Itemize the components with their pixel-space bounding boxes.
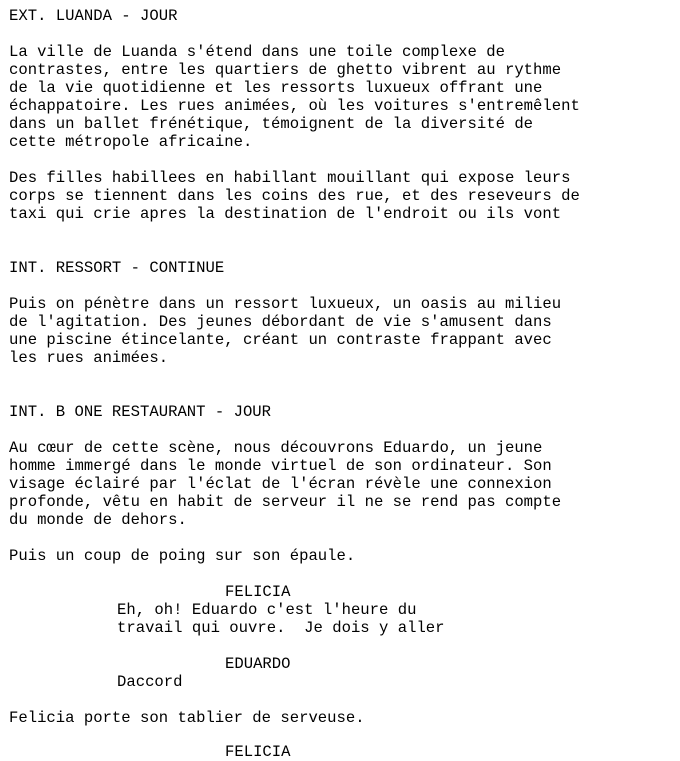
action-line: profonde, vêtu en habit de serveur il ne se rend pas compte (9, 493, 562, 511)
scene-heading: INT. B ONE RESTAURANT - JOUR (9, 403, 272, 421)
character-cue: FELICIA (225, 583, 291, 601)
action-line: corps se tiennent dans les coins des rue, et des reseveurs de (9, 187, 580, 205)
action-line: Puis un coup de poing sur son épaule. (9, 547, 356, 565)
action-line: dans un ballet frénétique, témoignent de la diversité de (9, 115, 534, 133)
action-line: de la vie quotidienne et les ressorts luxueux offrant une (9, 79, 543, 97)
action-line: Felicia porte son tablier de serveuse. (9, 709, 365, 727)
action-line: contrastes, entre les quartiers de ghetto vibrent au rythme (9, 61, 562, 79)
dialogue-line: Daccord (117, 673, 183, 691)
dialogue-line: Eh, oh! Eduardo c'est l'heure du (117, 601, 417, 619)
action-line: Au cœur de cette scène, nous découvrons Eduardo, un jeune (9, 439, 543, 457)
character-cue: EDUARDO (225, 655, 291, 673)
action-line: Puis on pénètre dans un ressort luxueux, un oasis au milieu (9, 295, 562, 313)
action-line: visage éclairé par l'éclat de l'écran révèle une connexion (9, 475, 552, 493)
dialogue-line: travail qui ouvre. Je dois y aller (117, 619, 445, 637)
action-line: de l'agitation. Des jeunes débordant de vie s'amusent dans (9, 313, 552, 331)
scene-heading: EXT. LUANDA - JOUR (9, 7, 178, 25)
action-line: une piscine étincelante, créant un contraste frappant avec (9, 331, 552, 349)
action-line: taxi qui crie apres la destination de l'endroit ou ils vont (9, 205, 562, 223)
action-line: homme immergé dans le monde virtuel de son ordinateur. Son (9, 457, 552, 475)
character-cue: FELICIA (225, 743, 291, 761)
action-line: Des filles habillees en habillant mouillant qui expose leurs (9, 169, 571, 187)
scene-heading: INT. RESSORT - CONTINUE (9, 259, 225, 277)
action-line: échappatoire. Les rues animées, où les voitures s'entremêlent (9, 97, 580, 115)
action-line: cette métropole africaine. (9, 133, 253, 151)
action-line: les rues animées. (9, 349, 169, 367)
action-line: La ville de Luanda s'étend dans une toile complexe de (9, 43, 505, 61)
action-line: du monde de dehors. (9, 511, 187, 529)
